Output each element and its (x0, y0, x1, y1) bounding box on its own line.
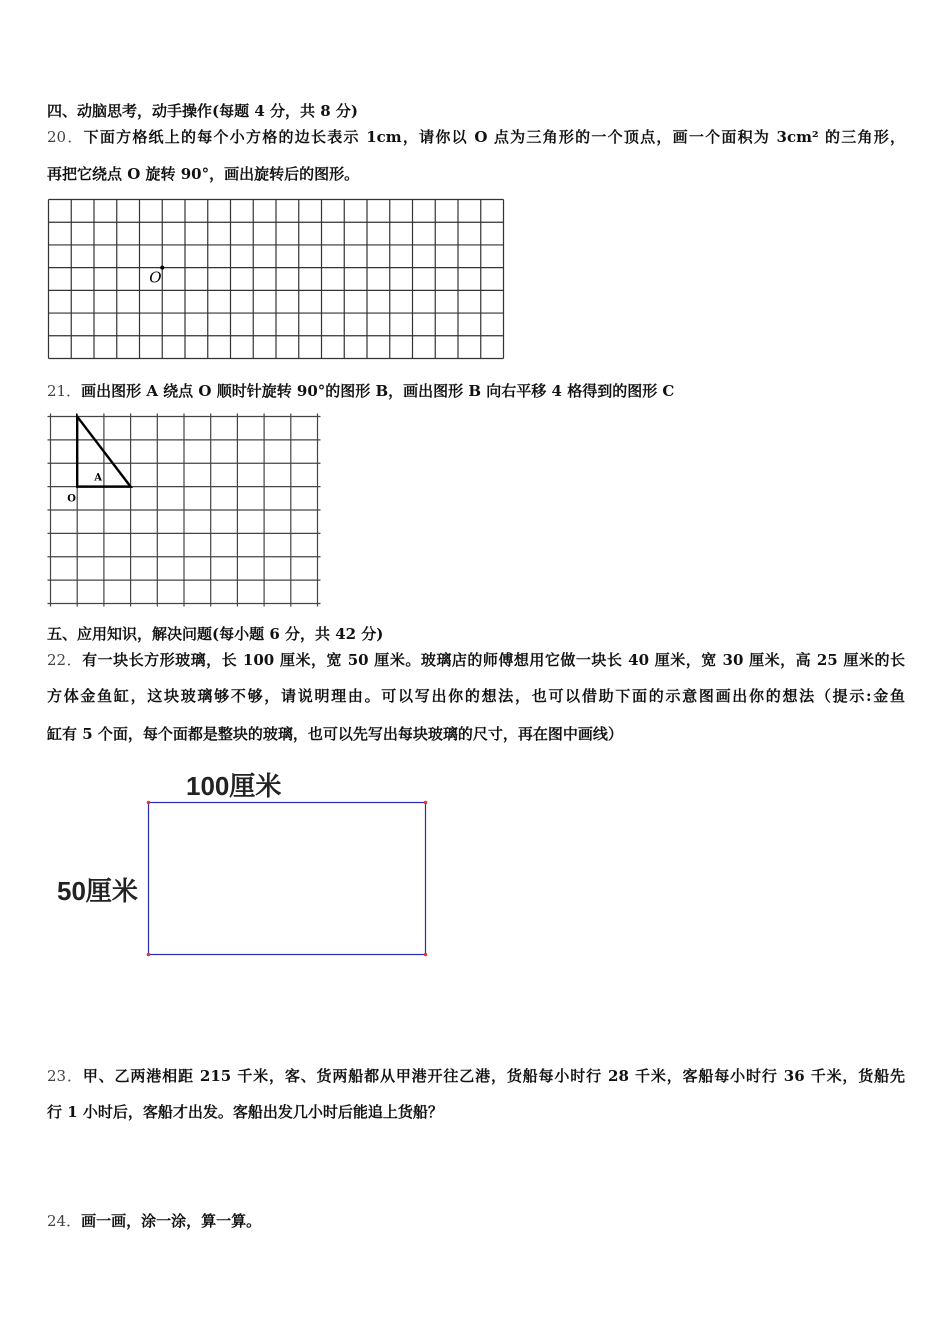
glass-rectangle (149, 803, 426, 955)
question-23-line-1 (47, 1066, 905, 1086)
question-number: 24． (47, 1212, 82, 1230)
section-5-heading: 五、应用知识，解决问题(每小题 6 分，共 42 分) (47, 625, 384, 643)
question-text: 下面方格纸上的每个小方格的边长表示 1cm，请你以 O 点为三角形的一个顶点，画一个面积为 3cm² 的三角形， (83, 128, 905, 146)
glass-length-label: 100厘米 (186, 771, 282, 801)
question-number: 23． (47, 1067, 83, 1085)
corner-dot (147, 801, 151, 805)
question-23-line-2: 行 1 小时后，客船才出发。客船出发几小时后能追上货船？ (47, 1103, 443, 1121)
question-20-line-2: 再把它绕点 O 旋转 90°，画出旋转后的图形。 (47, 165, 360, 183)
question-text: 画一画，涂一涂，算一算。 (81, 1212, 262, 1230)
point-o-label: O (149, 268, 162, 287)
question-22-line-2: 方体金鱼缸，这块玻璃够不够，请说明理由。可以写出你的想法，也可以借助下面的示意图画出你的想法（提示:金鱼 (47, 687, 905, 705)
section-4-heading: 四、动脑思考，动手操作(每题 4 分，共 8 分) (47, 102, 358, 120)
corner-dot (424, 801, 428, 805)
question-22-line-3: 缸有 5 个面，每个面都是整块的玻璃，也可以先写出每块玻璃的尺寸，再在图中画线） (47, 725, 623, 743)
glass-width-label: 50厘米 (57, 876, 138, 906)
question-number: 21． (47, 382, 82, 400)
question-number: 20． (47, 128, 84, 146)
question-number: 22． (47, 651, 83, 669)
point-o-label: O (67, 493, 76, 505)
question-text: 有一块长方形玻璃，长 100 厘米，宽 50 厘米。玻璃店的师傅想用它做一块长 40 厘米，宽 30 厘米，高 25 厘米的长 (82, 651, 905, 669)
corner-dot (424, 953, 428, 957)
question-text: 画出图形 A 绕点 O 顺时针旋转 90°的图形 B，画出图形 B 向右平移 4 格得到的图形 C (81, 382, 675, 400)
question-24 (47, 1211, 261, 1231)
triangle-a-label: A (94, 472, 102, 484)
question-text: 甲、乙两港相距 215 千米，客、货两船都从甲港开往乙港，货船每小时行 28 千米，客船每小时行 36 千米，货船先 (82, 1067, 905, 1085)
corner-dot (147, 953, 151, 957)
